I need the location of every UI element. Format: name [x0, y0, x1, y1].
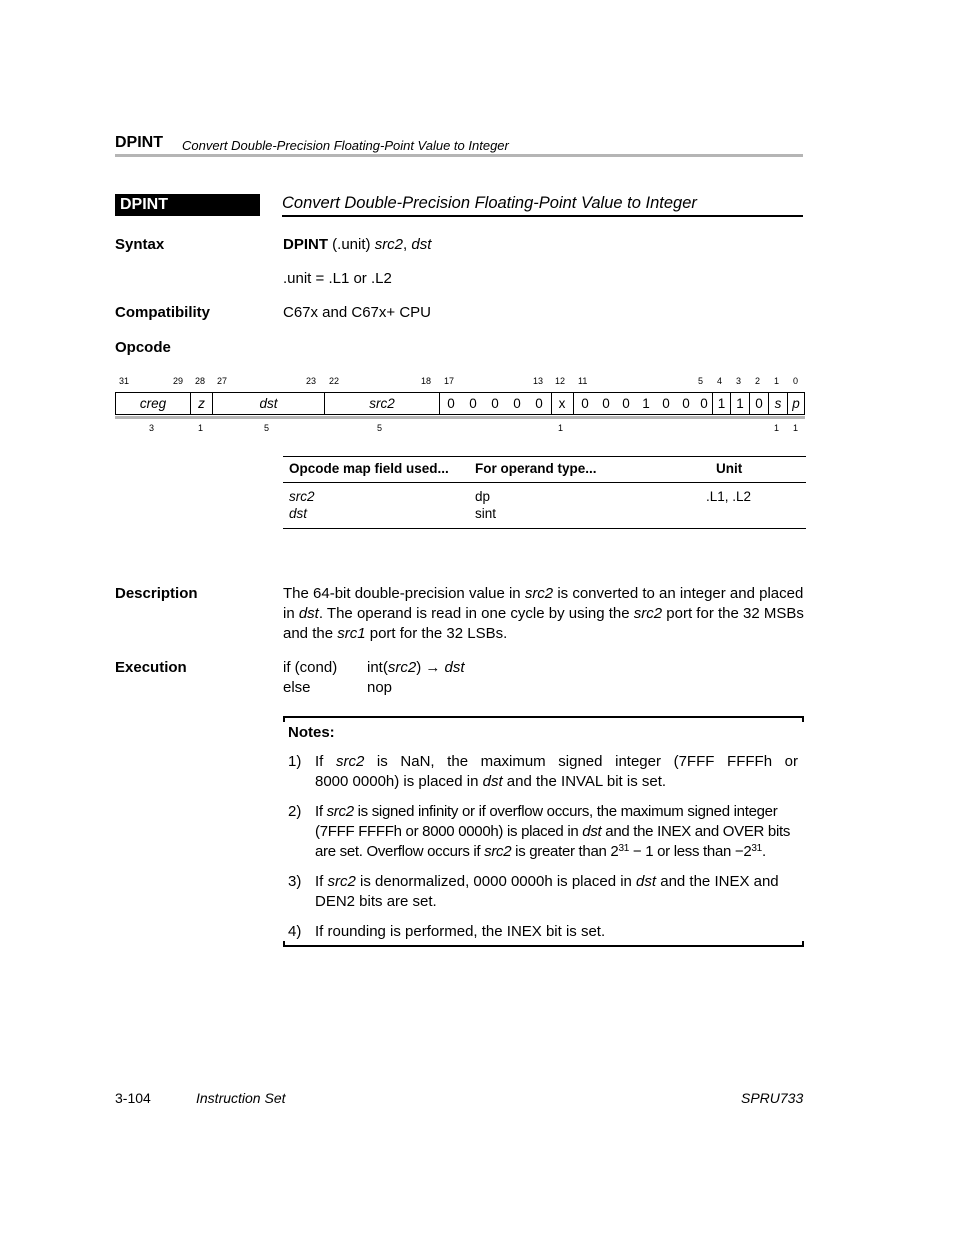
- bit-number: 27: [217, 376, 228, 386]
- instruction-label-box: DPINT: [115, 194, 260, 216]
- bit-number: 3: [736, 376, 742, 386]
- syntax-dst: dst: [411, 236, 432, 253]
- bit-number: 0: [793, 376, 799, 386]
- syntax-mnemonic: DPINT: [283, 236, 328, 253]
- field-width: 5: [377, 423, 383, 433]
- field-p: p: [792, 396, 800, 411]
- table-header-rule: [283, 482, 806, 483]
- field-width: 5: [264, 423, 270, 433]
- execution-nop: nop: [367, 679, 393, 696]
- field-src2: src2: [369, 396, 395, 411]
- field-dst: dst: [259, 396, 278, 411]
- table-cell-type: sint: [475, 506, 497, 521]
- syntax-unit-line: .unit = .L1 or .L2: [283, 270, 392, 287]
- footer-section: Instruction Set: [196, 1090, 286, 1106]
- op-bit: 0: [682, 396, 690, 411]
- execution-op: int(src2) → dst: [367, 659, 465, 676]
- bit-number: 5: [698, 376, 704, 386]
- running-header-mnemonic: DPINT: [115, 134, 163, 151]
- opcode-field-diagram: [115, 392, 805, 415]
- compatibility-value: C67x and C67x+ CPU: [283, 304, 431, 321]
- bit-zero: 0: [535, 396, 543, 411]
- bit-number: 22: [329, 376, 340, 386]
- notes-bottom-rule: [283, 945, 804, 947]
- notes-title: Notes:: [288, 724, 335, 741]
- opcode-label: Opcode: [115, 339, 171, 356]
- field-creg: creg: [139, 396, 167, 411]
- description-label: Description: [115, 585, 198, 602]
- opcode-rule: [115, 416, 805, 419]
- op-bit: 0: [662, 396, 670, 411]
- bit-number: 23: [306, 376, 317, 386]
- bit-number: 2: [755, 376, 761, 386]
- bit-number: 13: [533, 376, 544, 386]
- bit-number: 17: [444, 376, 455, 386]
- bit-number: 28: [195, 376, 206, 386]
- syntax-label: Syntax: [115, 236, 165, 253]
- bit-number: 12: [555, 376, 566, 386]
- footer-page-number: 3-104: [115, 1090, 151, 1106]
- notes-top-rule: [283, 716, 804, 718]
- table-top-rule: [283, 456, 806, 457]
- table-cell-field: dst: [289, 506, 308, 521]
- fixed-bit: 0: [755, 396, 763, 411]
- bit-number: 11: [578, 376, 588, 386]
- table-header-unit: Unit: [716, 461, 743, 476]
- header-rule: [115, 154, 803, 157]
- bit-zero: 0: [469, 396, 477, 411]
- table-bottom-rule: [283, 528, 806, 529]
- bit-number: 18: [421, 376, 432, 386]
- instruction-title: Convert Double-Precision Floating-Point Value to Integer: [282, 194, 697, 212]
- op-bit: 0: [622, 396, 630, 411]
- op-bit: 0: [700, 396, 708, 411]
- field-width: 3: [149, 423, 155, 433]
- field-width: 1: [198, 423, 204, 433]
- running-header-subtitle: Convert Double-Precision Floating-Point Value to Integer: [182, 138, 509, 153]
- syntax-comma: ,: [403, 236, 412, 253]
- note-item: 4) If rounding is performed, the INEX bit is set.: [288, 923, 606, 940]
- table-cell-type: dp: [475, 489, 491, 504]
- bit-number: 31: [119, 376, 130, 386]
- table-header-type: For operand type...: [475, 461, 597, 476]
- bit-zero: 0: [513, 396, 521, 411]
- op-bit: 0: [602, 396, 610, 411]
- title-rule: [282, 215, 803, 217]
- note-item: 3) If src2 is denormalized, 0000 0000h is placed in dst and the INEX and DEN2 bits are set.: [288, 873, 779, 910]
- table-cell-unit: .L1, .L2: [706, 489, 752, 504]
- op-bit: 1: [642, 396, 650, 411]
- execution-cond: if (cond): [283, 659, 338, 676]
- field-width: 1: [793, 423, 799, 433]
- op-bit: 0: [581, 396, 589, 411]
- bit-number: 1: [774, 376, 780, 386]
- field-width: 1: [558, 423, 564, 433]
- table-cell-field: src2: [289, 489, 315, 504]
- fixed-bit: 1: [736, 396, 744, 411]
- fixed-bit: 1: [717, 396, 726, 411]
- table-header-field: Opcode map field used...: [289, 461, 449, 476]
- field-x: x: [558, 396, 566, 411]
- bit-number: 29: [173, 376, 184, 386]
- field-s: s: [774, 396, 782, 411]
- note-item: 1) If src2 is NaN, the maximum signed integer (7FFF FFFFh or 8000 0000h) is placed in dst and the INVAL bit is set.: [288, 753, 798, 790]
- field-width: 1: [774, 423, 780, 433]
- execution-else: else: [283, 679, 311, 696]
- syntax-unit: (.unit): [328, 236, 375, 253]
- bit-zero: 0: [491, 396, 499, 411]
- bit-number: 4: [717, 376, 723, 386]
- compatibility-label: Compatibility: [115, 304, 211, 321]
- syntax-line: [283, 236, 431, 253]
- bit-zero: 0: [447, 396, 455, 411]
- footer-doc-id: SPRU733: [741, 1090, 804, 1106]
- field-z: z: [198, 396, 205, 411]
- note-item: 2) If src2 is signed infinity or if overflow occurs, the maximum signed integer (7FFF FFFFh or 8000 0000h) is placed in dst and the INEX and OVER bits are set. Overflow occurs if src2 is greater than $2^{31} - 1$ or less than $-2^{31}$.: [288, 803, 791, 860]
- execution-label: Execution: [115, 659, 187, 676]
- syntax-src: src2: [374, 236, 404, 253]
- description-text: The 64-bit double-precision value in src2 is converted to an integer and placed in dst. The operand is read in one cycle by using the src2 port for the 32 MSBs and the src1 port for the 32 LSBs.: [283, 585, 804, 642]
